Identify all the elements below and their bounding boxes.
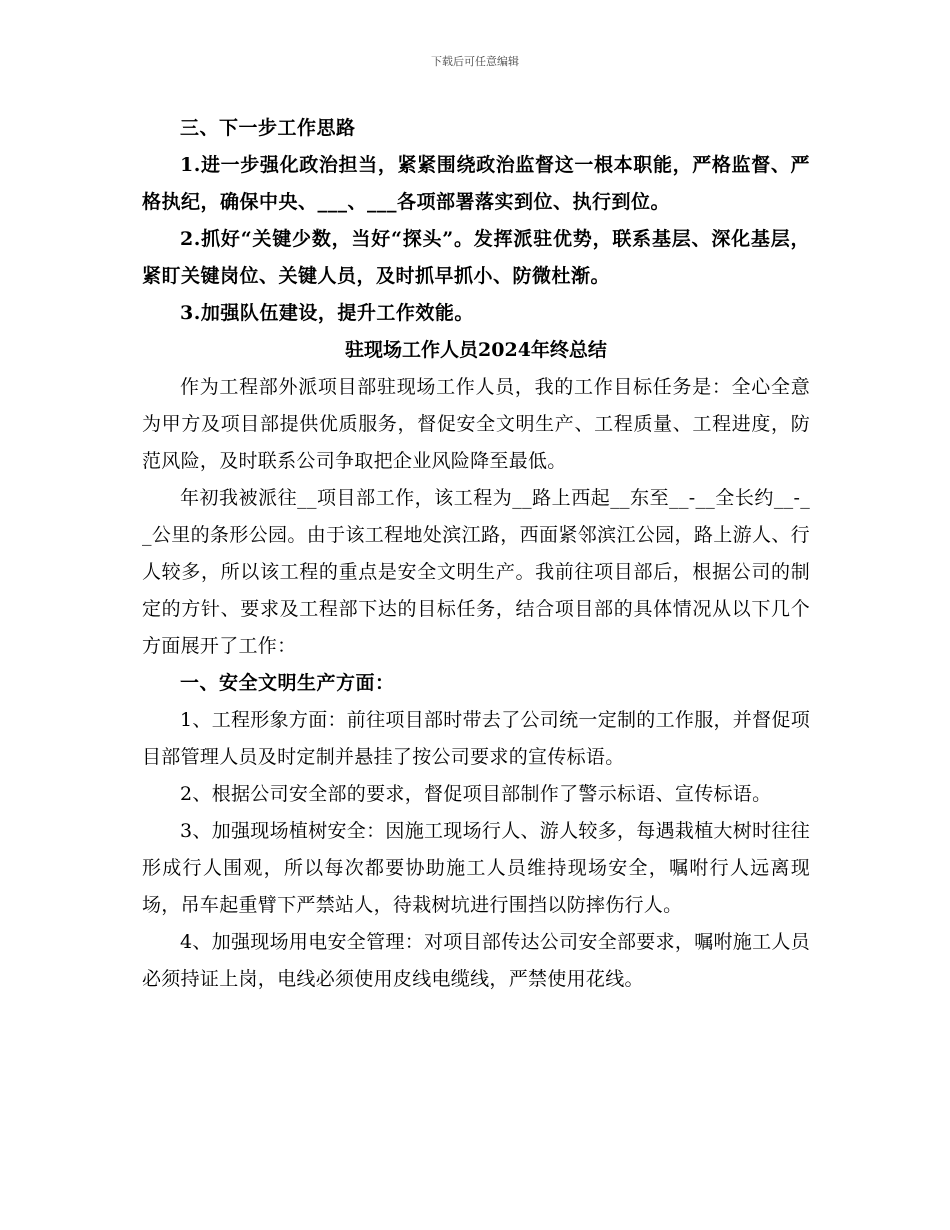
paragraph-item-2: 2.抓好“关键少数，当好“探头”。发挥派驻优势，联系基层、深化基层，紧盯关键岗位、关键人员，及时抓早抓小、防微杜渐。 bbox=[142, 228, 810, 287]
paragraph-item-1: 1.进一步强化政治担当，紧紧围绕政治监督这一根本职能，严格监督、严格执纪，确保中央、___、___各项部署落实到位、执行到位。 bbox=[142, 154, 810, 213]
section-heading-next-steps: 三、下一步工作思路 bbox=[180, 117, 356, 139]
paragraph-safety-3: 3、加强现场植树安全：因施工现场行人、游人较多，每遇栽植大树时往往形成行人围观，所以每次都要协助施工人员维持现场安全，嘱咐行人远离现场，吊车起重臂下严禁站人，待栽树坑进行围挡以防摔伤行人。 bbox=[142, 820, 810, 916]
document-title: 驻现场工作人员2024年终总结 bbox=[345, 339, 607, 361]
paragraph-item-3: 3.加强队伍建设，提升工作效能。 bbox=[180, 302, 474, 324]
section-heading-safety: 一、安全文明生产方面： bbox=[180, 672, 395, 694]
page-header: 下载后可任意编辑 bbox=[431, 55, 519, 68]
paragraph-safety-4: 4、加强现场用电安全管理：对项目部传达公司安全部要求，嘱咐施工人员必须持证上岗，电线必须使用皮线电缆线，严禁使用花线。 bbox=[142, 931, 810, 990]
paragraph-intro: 作为工程部外派项目部驻现场工作人员，我的工作目标任务是：全心全意为甲方及项目部提供优质服务，督促安全文明生产、工程质量、工程进度，防范风险，及时联系公司争取把企业风险降至最低。 bbox=[142, 376, 810, 472]
paragraph-safety-1: 1、工程形象方面：前往项目部时带去了公司统一定制的工作服，并督促项目部管理人员及时定制并悬挂了按公司要求的宣传标语。 bbox=[142, 709, 810, 768]
document-body bbox=[142, 110, 810, 998]
paragraph-assignment: 年初我被派往__项目部工作，该工程为__路上西起__东至__-__全长约__-__公里的条形公园。由于该工程地处滨江路，西面紧邻滨江公园，路上游人、行人较多，所以该工程的重点是安全文明生产。我前往项目部后，根据公司的制定的方针、要求及工程部下达的目标任务，结合项目部的具体情况从以下几个方面展开了工作： bbox=[142, 487, 810, 657]
paragraph-safety-2: 2、根据公司安全部的要求，督促项目部制作了警示标语、宣传标语。 bbox=[180, 783, 772, 805]
